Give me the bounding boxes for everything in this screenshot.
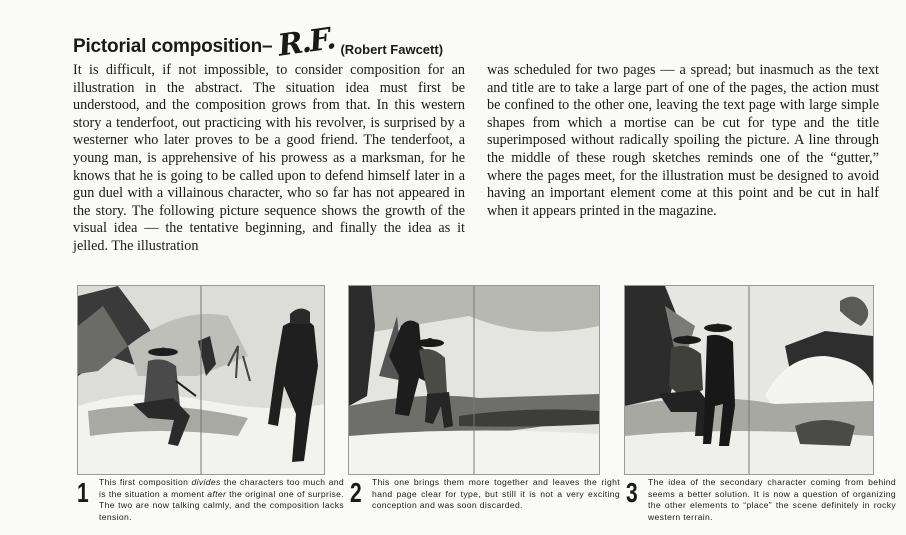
sketch-3-number: 3 <box>626 477 638 508</box>
sketch-2-illustration <box>348 285 600 475</box>
sketch-2-drawing <box>349 286 599 474</box>
sketch-1-number: 1 <box>77 477 89 508</box>
sketch-1-caption <box>77 477 344 523</box>
section-heading <box>73 20 444 64</box>
heading-title: Pictorial composition– <box>73 36 273 57</box>
artist-name: (Robert Fawcett) <box>340 41 444 57</box>
sketch-1-drawing <box>78 286 324 474</box>
sketch-1-caption-text: This first composition divides the characters too much and is the situation a moment after the original one of surprise. The two are now talking calmly, and the composition lacks tension. <box>99 477 344 522</box>
sketch-3-caption <box>626 477 896 523</box>
body-text-left-column: It is difficult, if not impossible, to consider composition for an illustration in the abstract. The situation idea must first be understood, and the composition grows from that. In this western story a tenderfoot, out practicing with his revolver, is surprised by a westerner who later proves to be a good friend. The tenderfoot, a young man, is apprehensive of his prowess as a marksman, for he knows that he is going to be called upon to defend himself later in a gun duel with a villainous character, who so far has not appeared in the story. The following picture sequence shows the growth of the visual idea — the tentative beginning, and finally the idea as it jelled. The illustration <box>73 62 465 254</box>
sketch-2-caption-text: This one brings them more together and leaves the right hand page clear for type, but still it is not a very exciting conception and was soon discarded. <box>372 477 620 510</box>
sketch-3-illustration <box>624 285 874 475</box>
sketch-1-illustration <box>77 285 325 475</box>
artist-signature: R.F. <box>276 20 337 64</box>
sketch-2-caption <box>350 477 620 512</box>
sketch-2-number: 2 <box>350 477 362 508</box>
body-text-right-column: was scheduled for two pages — a spread; but inasmuch as the text and title are to take a large part of one of the pages, the action must be confined to the other one, leaving the text page with large simple shapes from which a mortise can be cut for type and the title superimposed without radically spoiling the picture. A line through the middle of these rough sketches reminds one of the “gutter,” where the pages meet, for the illustration must be designed to avoid having an important element come at this point and be cut in half when it appears printed in the magazine. <box>487 62 879 219</box>
sketch-3-drawing <box>625 286 873 474</box>
sketch-3-caption-text: The idea of the secondary character coming from behind seems a better solution. It is now a question of organizing the other elements to “place” the scene definitely in rocky western terrain. <box>648 477 896 522</box>
